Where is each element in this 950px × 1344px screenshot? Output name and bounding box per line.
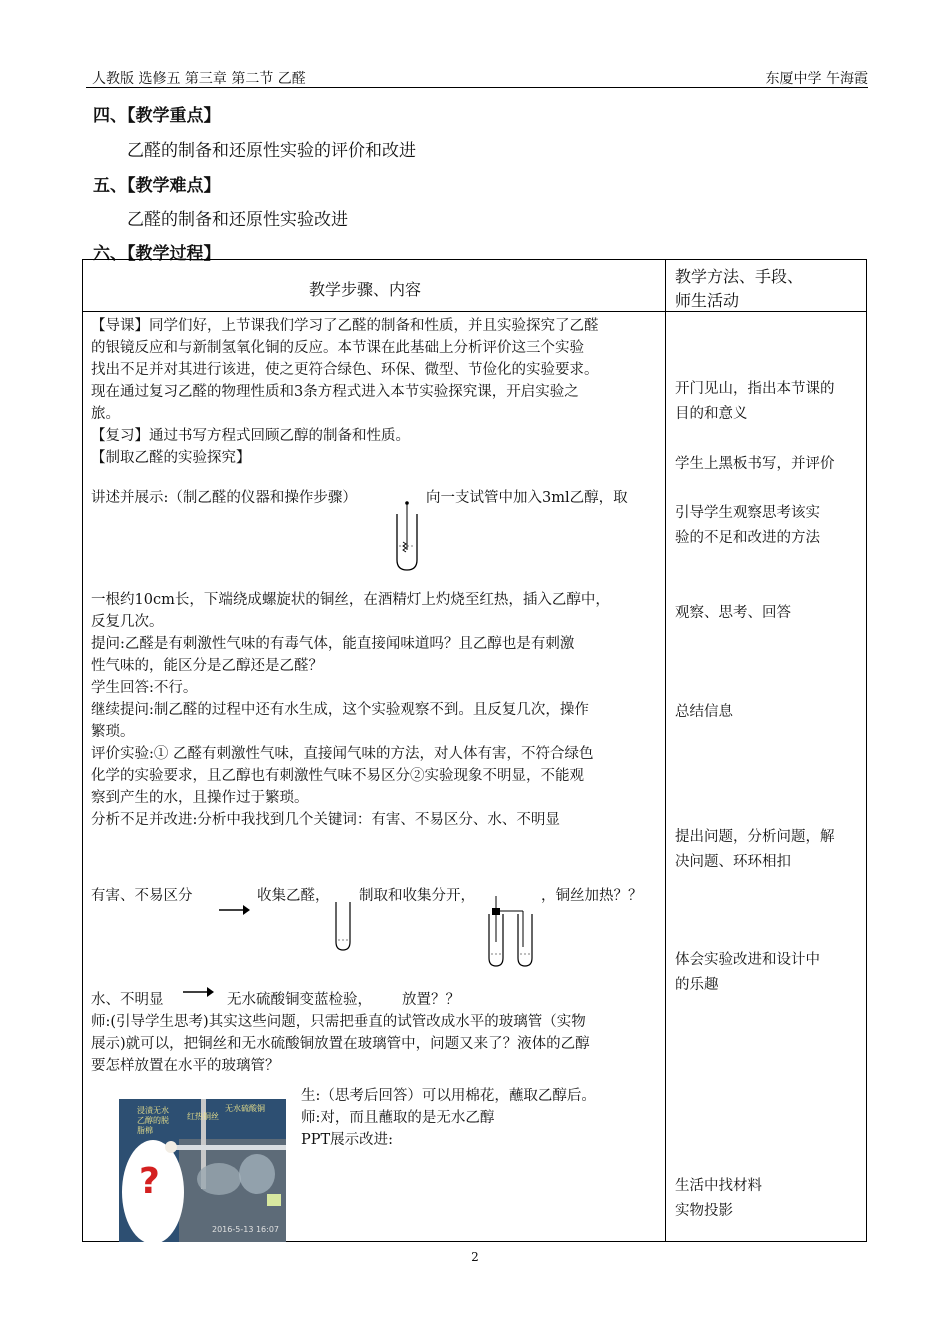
method-text: 引导学生观察思考该实 — [675, 505, 820, 521]
text-line: 评价实验:① 乙醛有刺激性气味，直接闻气味的方法，对人体有害，不符合绿色 — [91, 746, 594, 762]
method-text: 总结信息 — [675, 704, 733, 720]
photo-timestamp: 2016-5-13 16:07 — [212, 1225, 279, 1234]
method-text: 观察、思考、回答 — [675, 605, 791, 621]
section-body-key-points: 乙醛的制备和还原性实验的评价和改进 — [127, 141, 416, 161]
text-line: 繁琐。 — [91, 724, 135, 740]
method-text: 体会实验改进和设计中 — [675, 952, 820, 968]
section-title-process: 六、【教学过程】 — [93, 244, 221, 264]
page-number: 2 — [471, 1250, 479, 1264]
student-answer-paragraph — [301, 1085, 661, 1151]
section-title-difficulties: 五、【教学难点】 — [93, 176, 221, 196]
text-line: 现在通过复习乙醛的物理性质和3条方程式进入本节实验探究课，开启实验之 — [91, 384, 579, 400]
header-left: 人教版 选修五 第三章 第二节 乙醛 — [92, 71, 306, 87]
collection-tube-icon — [333, 900, 353, 952]
demo-text-right: 向一支试管中加入3ml乙醇，取 — [426, 490, 628, 506]
text-line: 要怎样放置在水平的玻璃管？ — [91, 1058, 280, 1074]
table-header-methods-line1: 教学方法、手段、 — [675, 267, 804, 286]
photo-label-copper-sulfate: 无水硫酸铜 — [225, 1104, 265, 1113]
keyword-harmful: 有害、不易区分 — [91, 888, 193, 904]
method-text: 目的和意义 — [675, 406, 748, 422]
collect-acetaldehyde-text: 收集乙醛， — [257, 888, 330, 904]
text-line: 师:(引导学生思考)其实这些问题，只需把垂直的试管改成水平的玻璃管（实物 — [91, 1014, 586, 1030]
header-rule — [86, 87, 868, 88]
text-line: 展示)就可以，把铜丝和无水硫酸铜放置在玻璃管中，问题又来了？液体的乙醇 — [91, 1036, 590, 1052]
text-line: 性气味的，能区分是乙醇还是乙醛？ — [91, 658, 323, 674]
text-line: 生:（思考后回答）可以用棉花，蘸取乙醇后。 — [301, 1088, 596, 1104]
text-line: 察到产生的水，且操作过于繁琐。 — [91, 790, 309, 806]
method-text: 验的不足和改进的方法 — [675, 530, 820, 546]
table-column-divider — [665, 259, 666, 1242]
text-line: 【制取乙醛的实验探究】 — [91, 450, 251, 466]
photo-label-cotton: 浸渍无水乙醇的脱脂棉 — [137, 1106, 169, 1135]
section-body-difficulties: 乙醛的制备和还原性实验改进 — [127, 210, 348, 230]
method-text: 提出问题，分析问题，解 — [675, 829, 835, 845]
question-mark: ? — [139, 1161, 160, 1202]
teacher-guidance-paragraph — [91, 1011, 661, 1077]
table-header-methods-line2: 师生活动 — [675, 291, 740, 310]
method-text: 学生上黑板书写，并评价 — [675, 456, 835, 472]
table-header-steps: 教学步骤、内容 — [309, 280, 422, 299]
text-line: 旅。 — [91, 406, 120, 422]
placement-question: 放置？？ — [402, 992, 460, 1008]
method-text: 的乐趣 — [675, 977, 719, 993]
method-text: 生活中找材料 — [675, 1178, 762, 1194]
arrow-right-icon — [183, 986, 215, 998]
method-text: 决问题、环环相扣 — [675, 854, 791, 870]
keyword-water: 水、不明显 — [91, 992, 164, 1008]
copper-sulfate-test-text: 无水硫酸铜变蓝检验， — [227, 992, 372, 1008]
separate-text: 制取和收集分开， — [359, 888, 475, 904]
photo-label-copper: 红热铜丝 — [187, 1112, 219, 1121]
text-line: 分析不足并改进:分析中我找到几个关键词：有害、不易区分、水、不明显 — [91, 812, 560, 828]
test-tube-copper-wire-icon — [393, 500, 423, 572]
text-line: 一根约10cm长，下端绕成螺旋状的铜丝，在酒精灯上灼烧至红热，插入乙醇中， — [91, 592, 610, 608]
text-line: 提问:乙醛是有刺激性气味的有毒气体，能直接闻味道吗？且乙醇也是有刺激 — [91, 636, 575, 652]
copper-heating-question: ，铜丝加热？？ — [541, 888, 643, 904]
text-line: PPT展示改进: — [301, 1132, 394, 1148]
text-line: 找出不足并对其进行该进，使之更符合绿色、环保、微型、节俭化的实验要求。 — [91, 362, 599, 378]
two-tube-apparatus-icon — [483, 892, 539, 970]
method-text: 实物投影 — [675, 1203, 733, 1219]
text-line: 反复几次。 — [91, 614, 164, 630]
method-text: 开门见山，指出本节课的 — [675, 381, 835, 397]
text-line: 学生回答:不行。 — [91, 680, 198, 696]
header-right: 东厦中学 午海霞 — [765, 71, 868, 87]
text-line: 化学的实验要求，且乙醇也有刺激性气味不易区分②实验现象不明显，不能观 — [91, 768, 584, 784]
experiment-photo — [119, 1099, 286, 1242]
analysis-paragraph — [91, 589, 661, 831]
section-title-key-points: 四、【教学重点】 — [93, 106, 221, 126]
arrow-right-icon — [219, 904, 251, 916]
text-line: 的银镜反应和与新制氢氧化铜的反应。本节课在此基础上分析评价这三个实验 — [91, 340, 584, 356]
text-line: 【复习】通过书写方程式回顾乙醇的制备和性质。 — [91, 428, 410, 444]
text-line: 师:对，而且蘸取的是无水乙醇 — [301, 1110, 495, 1126]
demo-text-left: 讲述并展示:（制乙醛的仪器和操作步骤） — [91, 490, 357, 506]
table-header-divider — [82, 311, 867, 312]
text-line: 【导课】同学们好，上节课我们学习了乙醛的制备和性质，并且实验探究了乙醛 — [91, 318, 599, 334]
text-line: 继续提问:制乙醛的过程中还有水生成，这个实验观察不到。且反复几次，操作 — [91, 702, 589, 718]
intro-paragraph — [91, 315, 661, 469]
